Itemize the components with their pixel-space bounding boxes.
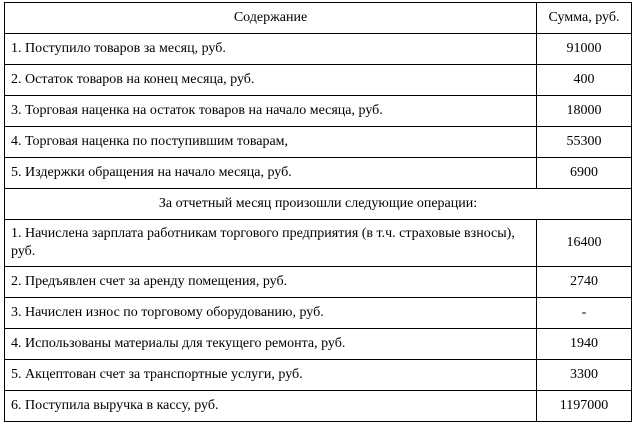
- row-value: 2740: [537, 267, 632, 298]
- table-header-row: [5, 3, 632, 34]
- row-label: 1. Поступило товаров за месяц, руб.: [5, 34, 537, 65]
- row-label: 6. Поступила выручка в кассу, руб.: [5, 391, 537, 422]
- row-label: 5. Акцептован счет за транспортные услуги, руб.: [5, 360, 537, 391]
- table-row: [5, 298, 632, 329]
- section-title: За отчетный месяц произошли следующие операции:: [5, 189, 632, 220]
- row-value: 3300: [537, 360, 632, 391]
- row-label: 2. Остаток товаров на конец месяца, руб.: [5, 65, 537, 96]
- row-label: 1. Начислена зарплата работникам торгового предприятия (в т.ч. страховые взносы), руб.: [5, 220, 537, 267]
- table-row: [5, 267, 632, 298]
- row-label: 5. Издержки обращения на начало месяца, руб.: [5, 158, 537, 189]
- table-row: [5, 127, 632, 158]
- row-value: 1197000: [537, 391, 632, 422]
- section-row: [5, 189, 632, 220]
- table-row: [5, 329, 632, 360]
- table-row: [5, 65, 632, 96]
- row-label: 3. Торговая наценка на остаток товаров на начало месяца, руб.: [5, 96, 537, 127]
- row-value: 16400: [537, 220, 632, 267]
- row-label: 2. Предъявлен счет за аренду помещения, руб.: [5, 267, 537, 298]
- column-header-amount: Сумма, руб.: [537, 3, 632, 34]
- row-value: 400: [537, 65, 632, 96]
- table-row: [5, 220, 632, 267]
- table-row: [5, 34, 632, 65]
- table-row: [5, 391, 632, 422]
- table-row: [5, 360, 632, 391]
- row-value: 1940: [537, 329, 632, 360]
- row-label: 4. Использованы материалы для текущего ремонта, руб.: [5, 329, 537, 360]
- row-value: 18000: [537, 96, 632, 127]
- row-value: 91000: [537, 34, 632, 65]
- row-label: 4. Торговая наценка по поступившим товарам,: [5, 127, 537, 158]
- row-value: 55300: [537, 127, 632, 158]
- table-row: [5, 96, 632, 127]
- row-value: 6900: [537, 158, 632, 189]
- table-row: [5, 158, 632, 189]
- operations-table: [4, 2, 632, 422]
- row-value: -: [537, 298, 632, 329]
- column-header-content: Содержание: [5, 3, 537, 34]
- row-label: 3. Начислен износ по торговому оборудованию, руб.: [5, 298, 537, 329]
